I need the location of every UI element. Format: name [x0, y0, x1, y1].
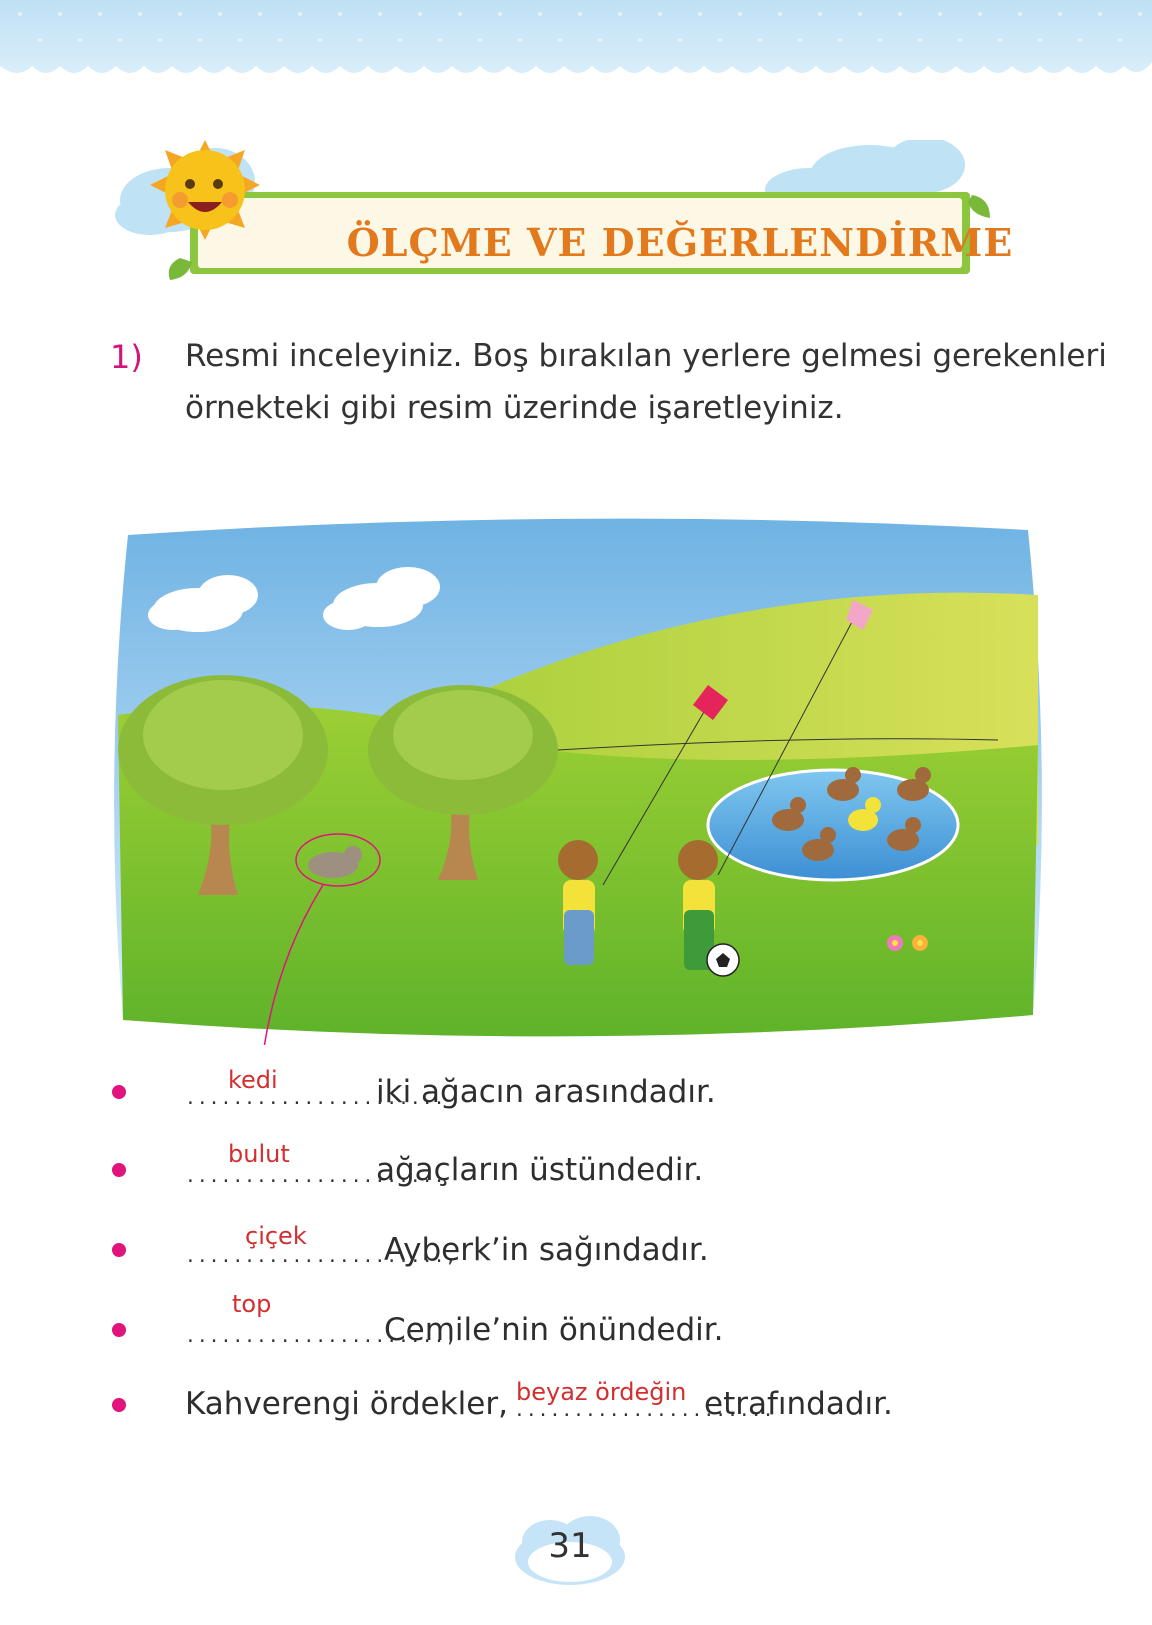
- answer-text: beyaz ördeğin: [516, 1378, 687, 1406]
- list-item-text: Cemile’nin önündedir.: [384, 1312, 724, 1348]
- sun-icon: [150, 140, 260, 240]
- top-decorative-band: [0, 0, 1152, 90]
- answer-text: çiçek: [245, 1222, 307, 1250]
- list-item-prefix: Kahverengi ördekler,: [185, 1386, 508, 1422]
- page-title: ÖLÇME VE DEĞERLENDİRME: [346, 220, 1014, 265]
- list-item-text: Ayberk’in sağındadır.: [384, 1232, 709, 1268]
- question-line-2: örnekteki gibi resim üzerinde işaretleyiniz.: [185, 390, 844, 426]
- ball-icon: [707, 944, 739, 976]
- question-number: 1): [110, 338, 143, 376]
- list-item-text: etrafındadır.: [704, 1386, 893, 1422]
- question-line-1: Resmi inceleyiniz. Boş bırakılan yerlere gelmesi gerekenleri: [185, 338, 1107, 374]
- blank-line[interactable]: ......................: [185, 1166, 446, 1187]
- list-item-text: ağaçların üstündedir.: [376, 1152, 704, 1188]
- title-banner: [110, 140, 1030, 300]
- blank-line[interactable]: ......................,: [185, 1326, 458, 1347]
- bullet-icon: [112, 1398, 126, 1412]
- bullet-icon: [112, 1243, 126, 1257]
- scene-illustration: [108, 515, 1048, 1045]
- bullet-icon: [112, 1085, 126, 1099]
- answer-text: bulut: [228, 1140, 290, 1168]
- blank-line[interactable]: ......................,: [185, 1246, 458, 1267]
- bullet-icon: [112, 1163, 126, 1177]
- page-number-badge: [505, 1512, 635, 1592]
- bullet-icon: [112, 1323, 126, 1337]
- answer-text: top: [232, 1290, 272, 1318]
- blank-line[interactable]: ......................: [185, 1088, 446, 1109]
- answer-text: kedi: [228, 1066, 278, 1094]
- list-item-text: iki ağacın arasındadır.: [376, 1074, 716, 1110]
- child-ayberk-icon: [558, 840, 598, 965]
- page-number: 31: [548, 1526, 592, 1566]
- blank-line[interactable]: ......................: [514, 1400, 775, 1421]
